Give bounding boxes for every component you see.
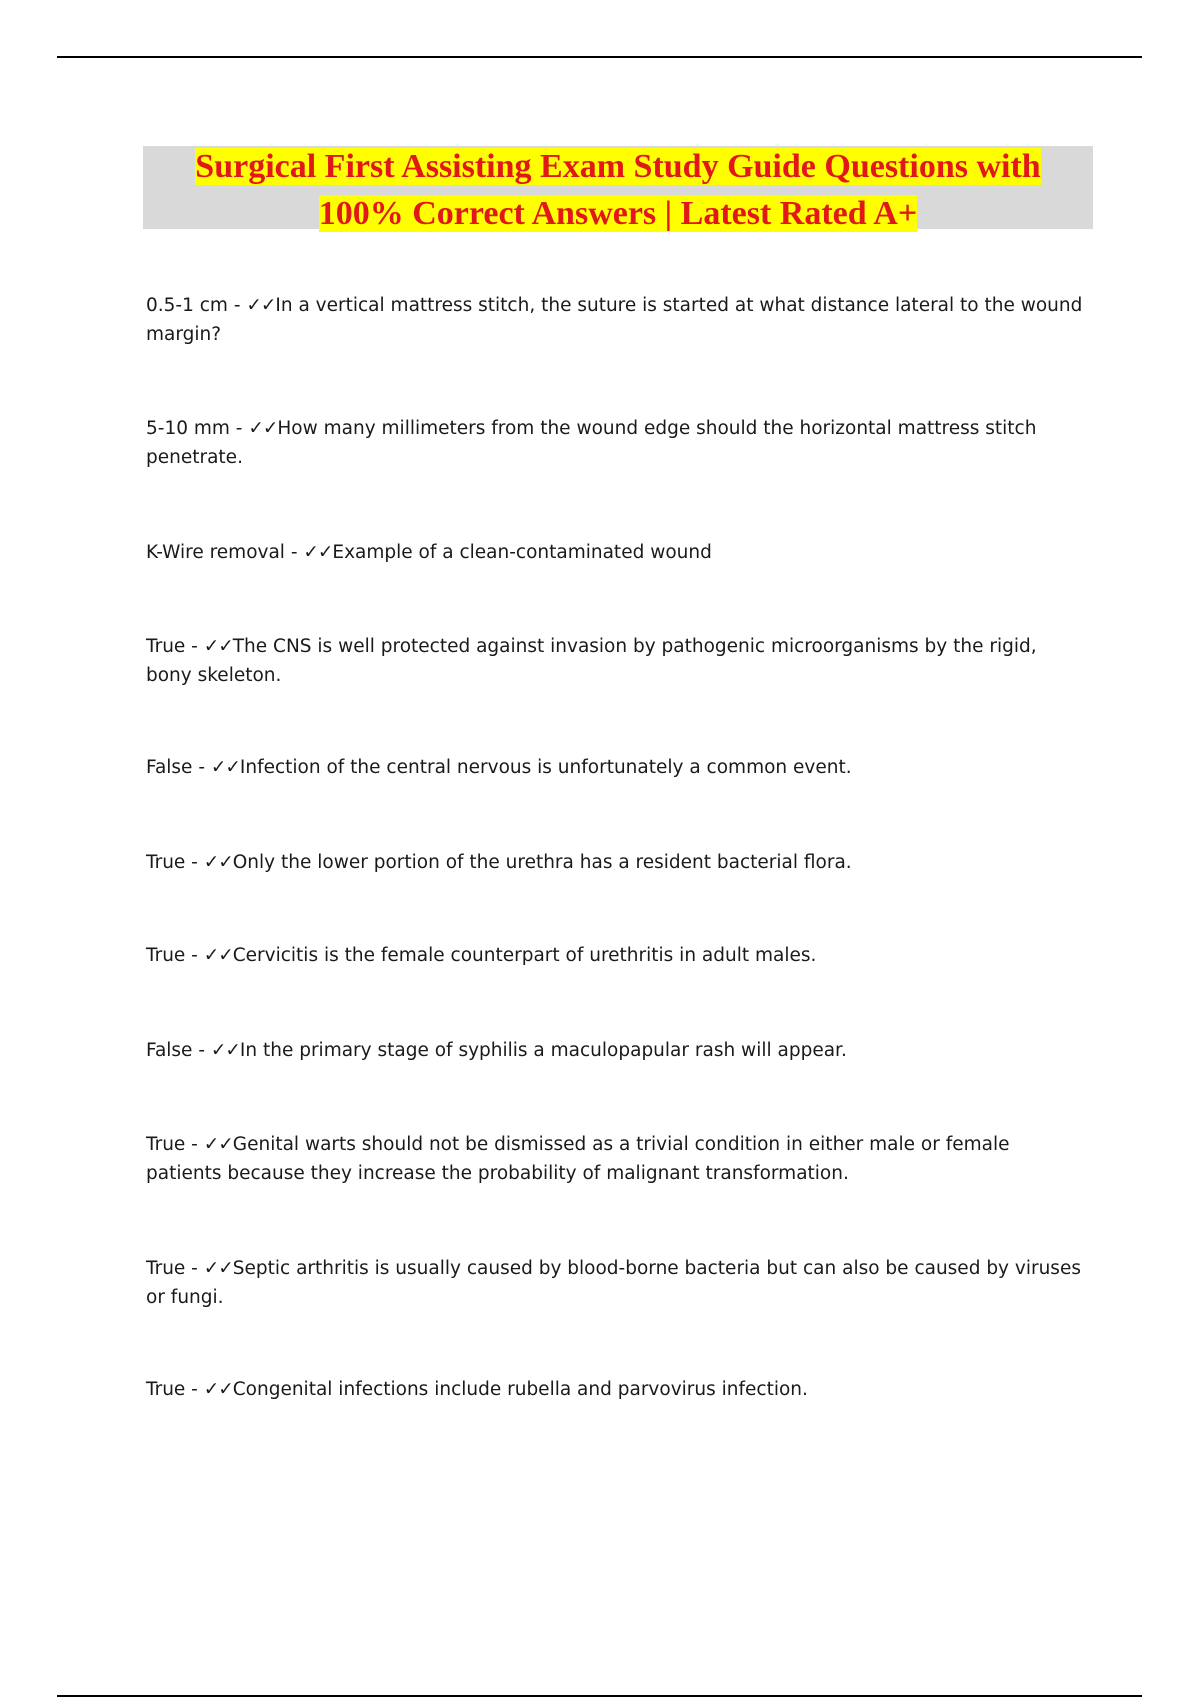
separator: - bbox=[229, 418, 249, 439]
qa-item-11 bbox=[146, 1375, 1086, 1404]
title-line-1: Surgical First Assisting Exam Study Guide Questions with bbox=[195, 148, 1041, 185]
answer: True bbox=[146, 1134, 186, 1155]
answer: False bbox=[146, 757, 193, 778]
answer: K-Wire removal bbox=[146, 542, 285, 563]
question: Infection of the central nervous is unfortunately a common event. bbox=[239, 757, 852, 778]
answer: True bbox=[146, 1258, 186, 1279]
separator: - bbox=[185, 1134, 204, 1155]
double-check-icon: ✓✓ bbox=[203, 945, 233, 966]
double-check-icon: ✓✓ bbox=[303, 542, 333, 563]
double-check-icon: ✓✓ bbox=[210, 1040, 240, 1061]
double-check-icon: ✓✓ bbox=[203, 1379, 233, 1400]
qa-item-7 bbox=[146, 941, 1086, 970]
question: How many millimeters from the wound edge should the horizontal mattress stitch penetrate. bbox=[146, 418, 1037, 468]
separator: - bbox=[185, 852, 204, 873]
question: Only the lower portion of the urethra has a resident bacterial flora. bbox=[232, 852, 852, 873]
bottom-rule bbox=[57, 1695, 1142, 1697]
question: Example of a clean-contaminated wound bbox=[332, 542, 712, 563]
answer: 0.5-1 cm bbox=[146, 295, 228, 316]
top-rule bbox=[57, 56, 1142, 58]
separator: - bbox=[185, 636, 204, 657]
title-box bbox=[143, 146, 1093, 232]
double-check-icon: ✓✓ bbox=[248, 418, 278, 439]
double-check-icon: ✓✓ bbox=[203, 1134, 233, 1155]
qa-item-4 bbox=[146, 632, 1086, 690]
question: Septic arthritis is usually caused by blood-borne bacteria but can also be caused by viruses or fungi. bbox=[146, 1258, 1081, 1308]
separator: - bbox=[185, 1379, 204, 1400]
question: Genital warts should not be dismissed as a trivial condition in either male or female patients because they increase the probability of malignant transformation. bbox=[146, 1134, 1010, 1184]
qa-item-9 bbox=[146, 1130, 1086, 1188]
double-check-icon: ✓✓ bbox=[203, 852, 233, 873]
separator: - bbox=[192, 757, 211, 778]
double-check-icon: ✓✓ bbox=[203, 1258, 233, 1279]
answer: True bbox=[146, 636, 186, 657]
qa-item-6 bbox=[146, 848, 1086, 877]
answer: False bbox=[146, 1040, 193, 1061]
qa-item-10 bbox=[146, 1254, 1086, 1312]
qa-item-5 bbox=[146, 753, 1086, 782]
title-line-2: 100% Correct Answers | Latest Rated A+ bbox=[318, 195, 918, 232]
question: In the primary stage of syphilis a maculopapular rash will appear. bbox=[239, 1040, 847, 1061]
double-check-icon: ✓✓ bbox=[246, 295, 276, 316]
separator: - bbox=[227, 295, 247, 316]
qa-item-1 bbox=[146, 291, 1086, 349]
answer: 5-10 mm bbox=[146, 418, 230, 439]
qa-item-3 bbox=[146, 538, 1086, 567]
question: The CNS is well protected against invasion by pathogenic microorganisms by the rigid, bony skeleton. bbox=[146, 636, 1037, 686]
separator: - bbox=[284, 542, 304, 563]
question: Cervicitis is the female counterpart of urethritis in adult males. bbox=[232, 945, 817, 966]
separator: - bbox=[185, 945, 204, 966]
question: Congenital infections include rubella and parvovirus infection. bbox=[232, 1379, 808, 1400]
answer: True bbox=[146, 945, 186, 966]
question: In a vertical mattress stitch, the suture is started at what distance lateral to the wound margin? bbox=[146, 295, 1083, 345]
qa-item-2 bbox=[146, 414, 1086, 472]
qa-item-8 bbox=[146, 1036, 1086, 1065]
answer: True bbox=[146, 1379, 186, 1400]
double-check-icon: ✓✓ bbox=[203, 636, 233, 657]
separator: - bbox=[185, 1258, 204, 1279]
double-check-icon: ✓✓ bbox=[210, 757, 240, 778]
separator: - bbox=[192, 1040, 211, 1061]
answer: True bbox=[146, 852, 186, 873]
